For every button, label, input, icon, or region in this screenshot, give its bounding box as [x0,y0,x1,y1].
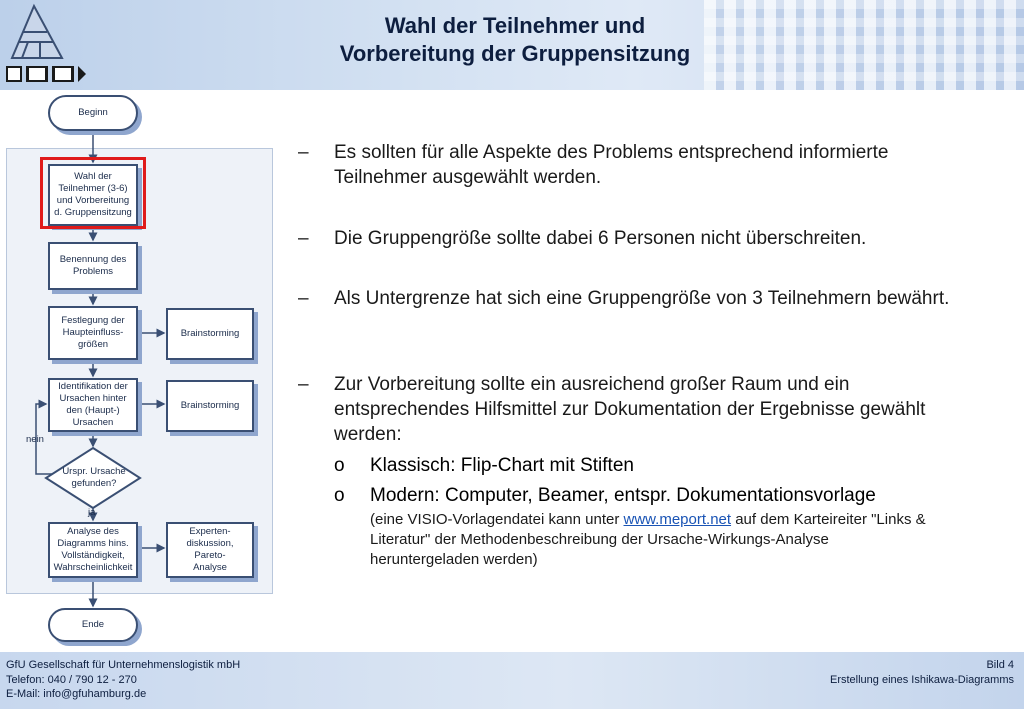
title-line-2: Vorbereitung der Gruppensitzung [339,41,691,66]
meport-link[interactable]: www.meport.net [623,511,732,528]
bullet-text: Zur Vorbereitung sollte ein ausreichend großer Raum und ein entsprechendes Hilfsmittel zur Dokumentation der Ergebnisse gewählt werden: [334,374,926,445]
label-line: Vollständigkeit, [61,550,125,561]
label-line: Ursachen [72,417,114,428]
label-line: Problems [72,266,114,277]
footer-contact [6,658,240,702]
decision-yes-label: ja [88,507,96,518]
bullet-text: Die Gruppengröße sollte dabei 6 Personen nicht überschreiten. [334,228,867,249]
flow-side-brainstorming-2 [166,380,254,432]
label-line: Haupteinfluss- [62,327,124,338]
flow-step-problem [48,242,138,290]
footer-phone: Telefon: 040 / 790 12 - 270 [6,673,137,686]
label-line: Analyse [193,562,227,573]
flow-side-brainstorming-2-label: Brainstorming [180,400,240,411]
label-line: Diagramms hins. [57,538,129,549]
label-line: diskussion, [186,538,234,549]
label-line: Teilnehmer (3-6) [58,183,128,194]
flow-side-brainstorming-1 [166,308,254,360]
flow-step-analyse-label [54,526,133,574]
label-line: gefunden? [71,478,117,489]
note-text-after: auf dem Karteireiter "Links & Literatur" der Methodenbeschreibung der Ursache-Wirkungs-Analyse heruntergeladen werden) [370,511,926,568]
footer-slide-info [830,658,1014,687]
label-line: Ursachen hinter [59,393,127,404]
bullet-dash: – [298,374,309,395]
template-note [370,510,930,570]
label-line: Pareto- [194,550,226,561]
flow-step-ursachen-label [58,381,128,429]
label-line: Benennung des [59,254,127,265]
sub-bullet-marker: o [334,485,345,506]
flow-end-label: Ende [81,619,105,630]
label-line: Wahrscheinlichkeit [53,562,133,573]
label-line: größen [77,339,109,350]
page-title [280,12,750,68]
bullet-dash: – [298,228,309,249]
label-line: d. Gruppensitzung [54,207,132,218]
sub-bullet-text: Modern: Computer, Beamer, entspr. Dokumentationsvorlage [370,485,876,506]
header-stripes-overlay [704,0,1024,90]
footer-slide-number: Bild 4 [986,659,1014,671]
label-line: den (Haupt-) [66,405,120,416]
footer-company: GfU Gesellschaft für Unternehmenslogistik mbH [6,659,241,671]
label-line: Urspr. Ursache [62,466,126,477]
bullet-text: Es sollten für alle Aspekte des Problems entsprechend informierte Teilnehmer ausgewählt werden. [334,142,889,188]
label-line: Wahl der [74,171,112,182]
flow-start-label: Beginn [78,107,108,118]
flow-step-analyse [48,522,138,578]
flow-side-experten [166,522,254,578]
label-line: Identifikation der [58,381,128,392]
flow-step-ursachen [48,378,138,432]
decision-label [58,466,130,490]
note-text-before: (eine VISIO-Vorlagendatei kann unter [370,511,624,528]
footer-bar [0,652,1024,709]
flow-side-brainstorming-1-label: Brainstorming [180,328,240,339]
flow-end [48,608,138,642]
label-line: Experten- [189,526,231,537]
footer-email: E-Mail: info@gfuhamburg.de [6,688,147,700]
sub-bullet-text: Klassisch: Flip-Chart mit Stiften [370,455,634,476]
label-line: Festlegung der [61,315,125,326]
footer-subject: Erstellung eines Ishikawa-Diagramms [829,673,1014,686]
title-line-1: Wahl der Teilnehmer und [384,13,646,38]
flow-step-problem-label [60,254,127,278]
bullet-text: Als Untergrenze hat sich eine Gruppengröße von 3 Teilnehmern bewährt. [334,288,950,309]
bullet-dash: – [298,142,309,163]
flow-step-einflussgroessen [48,306,138,360]
bullet-dash: – [298,288,309,309]
label-line: und Vorbereitung [56,195,130,206]
highlight-frame [40,157,146,229]
flow-start [48,95,138,131]
flow-step-einflussgroessen-label [61,315,124,351]
decision-no-label: nein [26,434,44,445]
label-line: Analyse des [67,526,119,537]
sub-bullet-marker: o [334,455,345,476]
flow-side-experten-label [187,526,234,574]
